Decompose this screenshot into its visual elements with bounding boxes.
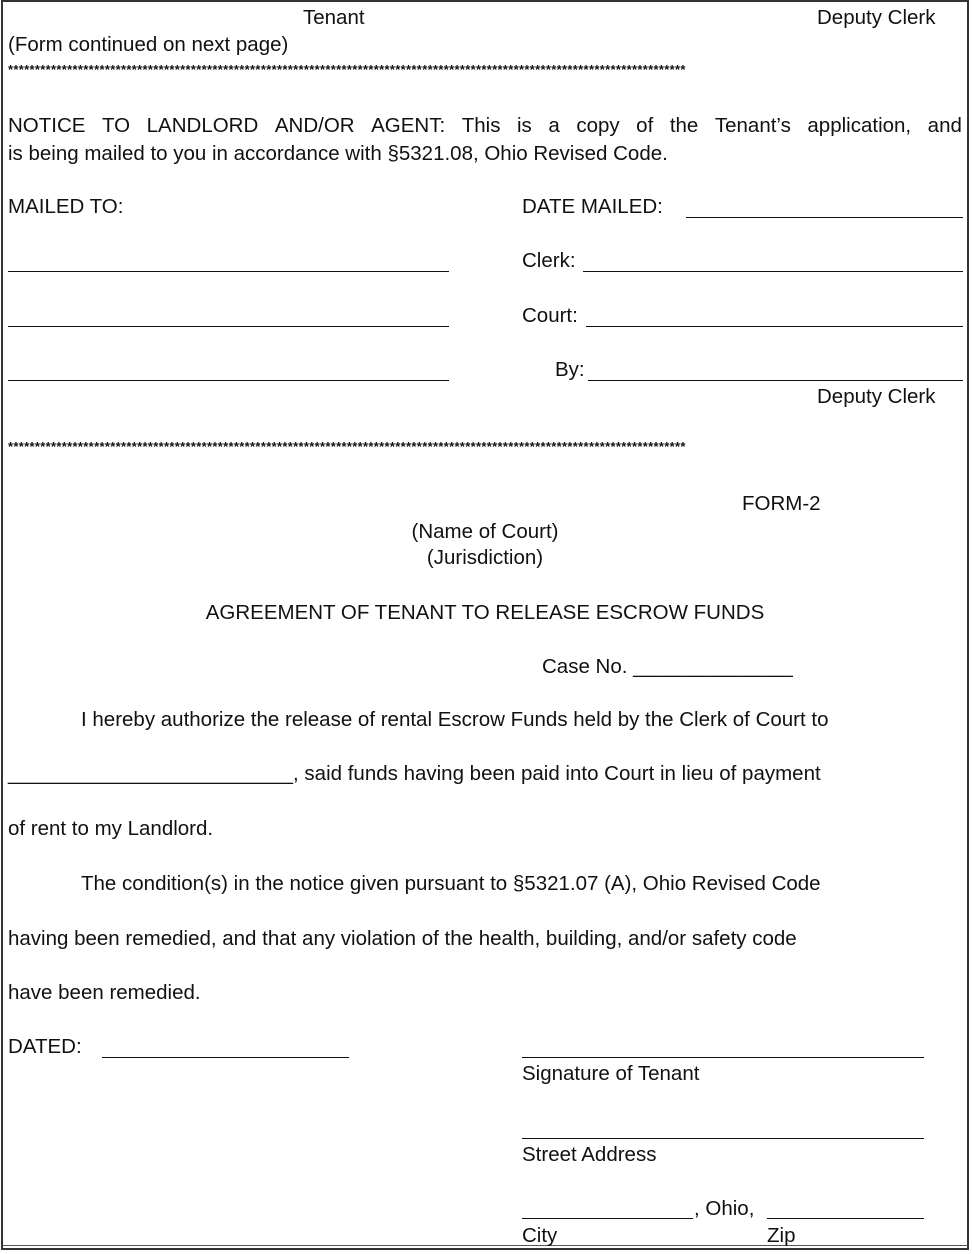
bottom-rule	[3, 1245, 969, 1246]
city-line	[522, 1218, 693, 1219]
separator-middle: ******************************************************************************************************************************	[8, 440, 686, 453]
paragraph-2-line-2: having been remedied, and that any violation of the health, building, and/or safety code	[8, 927, 797, 950]
paragraph-1-line-1: I hereby authorize the release of rental Escrow Funds held by the Clerk of Court to	[81, 708, 829, 731]
by-line	[588, 380, 963, 381]
notice-word: AGENT:	[371, 114, 446, 137]
notice-word: application,	[807, 114, 912, 137]
date-mailed-line	[686, 217, 963, 218]
street-address-label: Street Address	[522, 1143, 657, 1166]
notice-word: of	[636, 114, 654, 137]
paragraph-1-line-2: _________________________, said funds having been paid into Court in lieu of payment	[8, 762, 821, 785]
case-number: Case No. ______________	[542, 655, 793, 678]
notice-word: the	[669, 114, 699, 137]
name-of-court: (Name of Court)	[411, 520, 559, 543]
notice-word: LANDLORD	[146, 114, 259, 137]
notice-word: AND/OR	[274, 114, 355, 137]
tenant-label: Tenant	[303, 6, 365, 29]
city-label: City	[522, 1224, 558, 1247]
notice-word: NOTICE	[8, 114, 86, 137]
jurisdiction: (Jurisdiction)	[426, 546, 544, 569]
form-title: AGREEMENT OF TENANT TO RELEASE ESCROW FUNDS	[205, 601, 765, 624]
mailed-to-line-2	[8, 326, 449, 327]
court-label: Court:	[522, 304, 578, 327]
notice-word: This	[461, 114, 501, 137]
deputy-clerk-top-label: Deputy Clerk	[817, 6, 936, 29]
notice-word: is	[517, 114, 532, 137]
dated-line	[102, 1057, 349, 1058]
form-number: FORM-2	[742, 492, 821, 515]
notice-line-1	[8, 116, 962, 137]
clerk-label: Clerk:	[522, 249, 576, 272]
signature-line	[522, 1057, 924, 1058]
deputy-clerk-label: Deputy Clerk	[817, 385, 936, 408]
street-address-line	[522, 1138, 924, 1139]
mailed-to-label: MAILED TO:	[8, 195, 124, 218]
ohio-label: , Ohio,	[694, 1197, 755, 1220]
continued-note: (Form continued on next page)	[8, 33, 289, 56]
notice-word: a	[548, 114, 560, 137]
paragraph-2-line-1: The condition(s) in the notice given pursuant to §5321.07 (A), Ohio Revised Code	[81, 872, 821, 895]
paragraph-1-line-3: of rent to my Landlord.	[8, 817, 214, 840]
notice-word: copy	[576, 114, 620, 137]
paragraph-2-line-3: have been remedied.	[8, 981, 201, 1004]
clerk-line	[583, 271, 963, 272]
court-line	[586, 326, 963, 327]
date-mailed-label: DATE MAILED:	[522, 195, 663, 218]
by-label: By:	[555, 358, 585, 381]
mailed-to-line-1	[8, 271, 449, 272]
signature-label: Signature of Tenant	[522, 1062, 700, 1085]
notice-word: Tenant’s	[714, 114, 791, 137]
notice-word: and	[927, 114, 962, 137]
separator-top: ******************************************************************************************************************************	[8, 63, 686, 76]
notice-line-2: is being mailed to you in accordance with §5321.08, Ohio Revised Code.	[8, 142, 668, 165]
page-frame	[1, 0, 969, 1250]
notice-word: TO	[102, 114, 131, 137]
zip-line	[767, 1218, 924, 1219]
dated-label: DATED:	[8, 1035, 82, 1058]
zip-label: Zip	[767, 1224, 796, 1247]
mailed-to-line-3	[8, 380, 449, 381]
